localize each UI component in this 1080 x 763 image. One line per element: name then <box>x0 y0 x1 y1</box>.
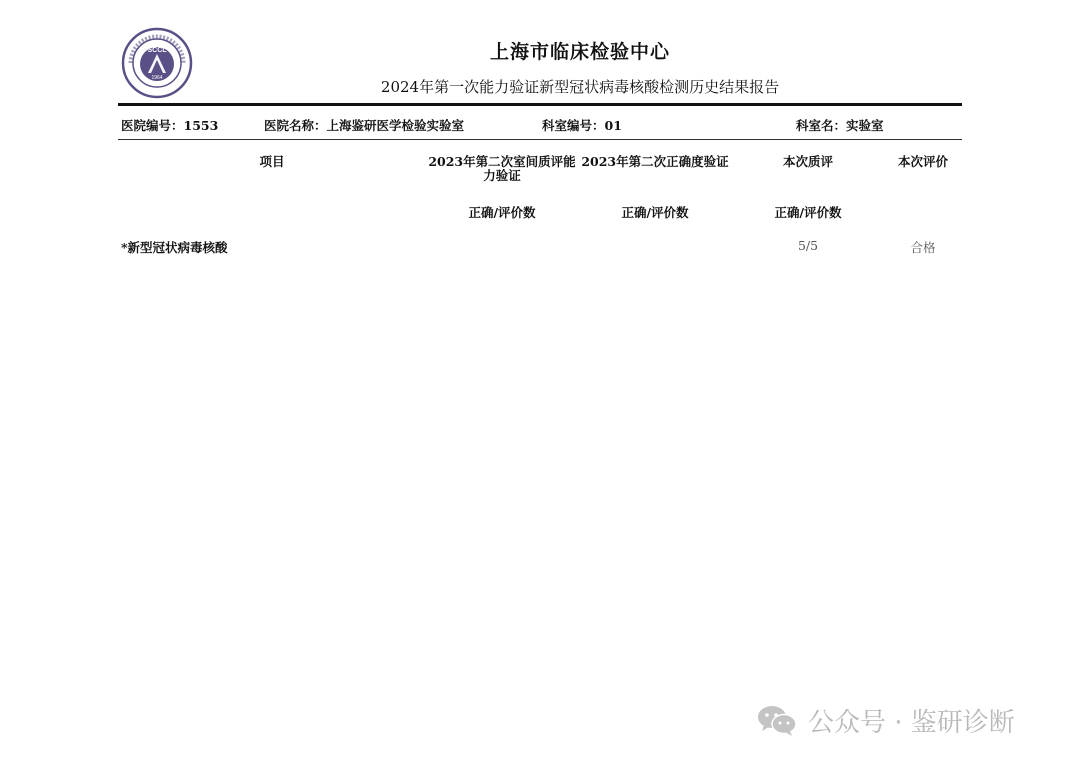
hospital-id-value: 1553 <box>183 118 219 133</box>
subheader-current-eqa: 正确/评价数 <box>774 205 842 220</box>
hospital-name-value: 上海鉴研医学检验实验室 <box>326 118 465 133</box>
dept-name-label: 科室名： <box>796 118 847 133</box>
row-item: *新型冠状病毒核酸 <box>121 240 228 255</box>
col-header-prev-eqa <box>424 155 580 183</box>
hospital-id <box>121 116 218 134</box>
col-header-prev-acc: 2023年第二次正确度验证 <box>581 154 729 169</box>
hospital-id-label: 医院编号： <box>121 118 184 133</box>
sccl-logo <box>121 27 193 99</box>
col-header-prev-eqa-line2: 力验证 <box>483 168 521 183</box>
dept-id-value: 01 <box>604 118 622 133</box>
watermark-text: 公众号 · 鉴研诊断 <box>808 707 1015 738</box>
subheader-prev-acc: 正确/评价数 <box>621 205 689 220</box>
dept-id <box>542 116 622 134</box>
dept-name <box>796 116 884 134</box>
report-subtitle: 2024年第一次能力验证新型冠状病毒核酸检测历史结果报告 <box>380 78 780 96</box>
col-header-current-eqa: 本次质评 <box>782 154 833 169</box>
col-header-prev-eqa-line1: 2023年第二次室间质评能 <box>428 154 576 169</box>
wechat-icon <box>756 703 798 737</box>
col-header-item: 项目 <box>259 154 285 169</box>
report-title: 上海市临床检验中心 <box>489 41 670 63</box>
info-rule <box>118 139 962 140</box>
dept-name-value: 实验室 <box>846 118 884 133</box>
header-rule <box>118 103 962 106</box>
logo-year: 1964 <box>151 75 163 81</box>
hospital-name <box>264 116 464 134</box>
dept-id-label: 科室编号： <box>542 118 605 133</box>
row-current-eval: 合格 <box>910 240 936 255</box>
row-current-eqa: 5/5 <box>797 238 819 253</box>
watermark <box>756 700 1015 740</box>
logo-text: SCCL <box>147 47 167 54</box>
col-header-current-eval: 本次评价 <box>897 154 948 169</box>
subheader-prev-eqa: 正确/评价数 <box>468 205 536 220</box>
hospital-name-label: 医院名称： <box>264 118 327 133</box>
